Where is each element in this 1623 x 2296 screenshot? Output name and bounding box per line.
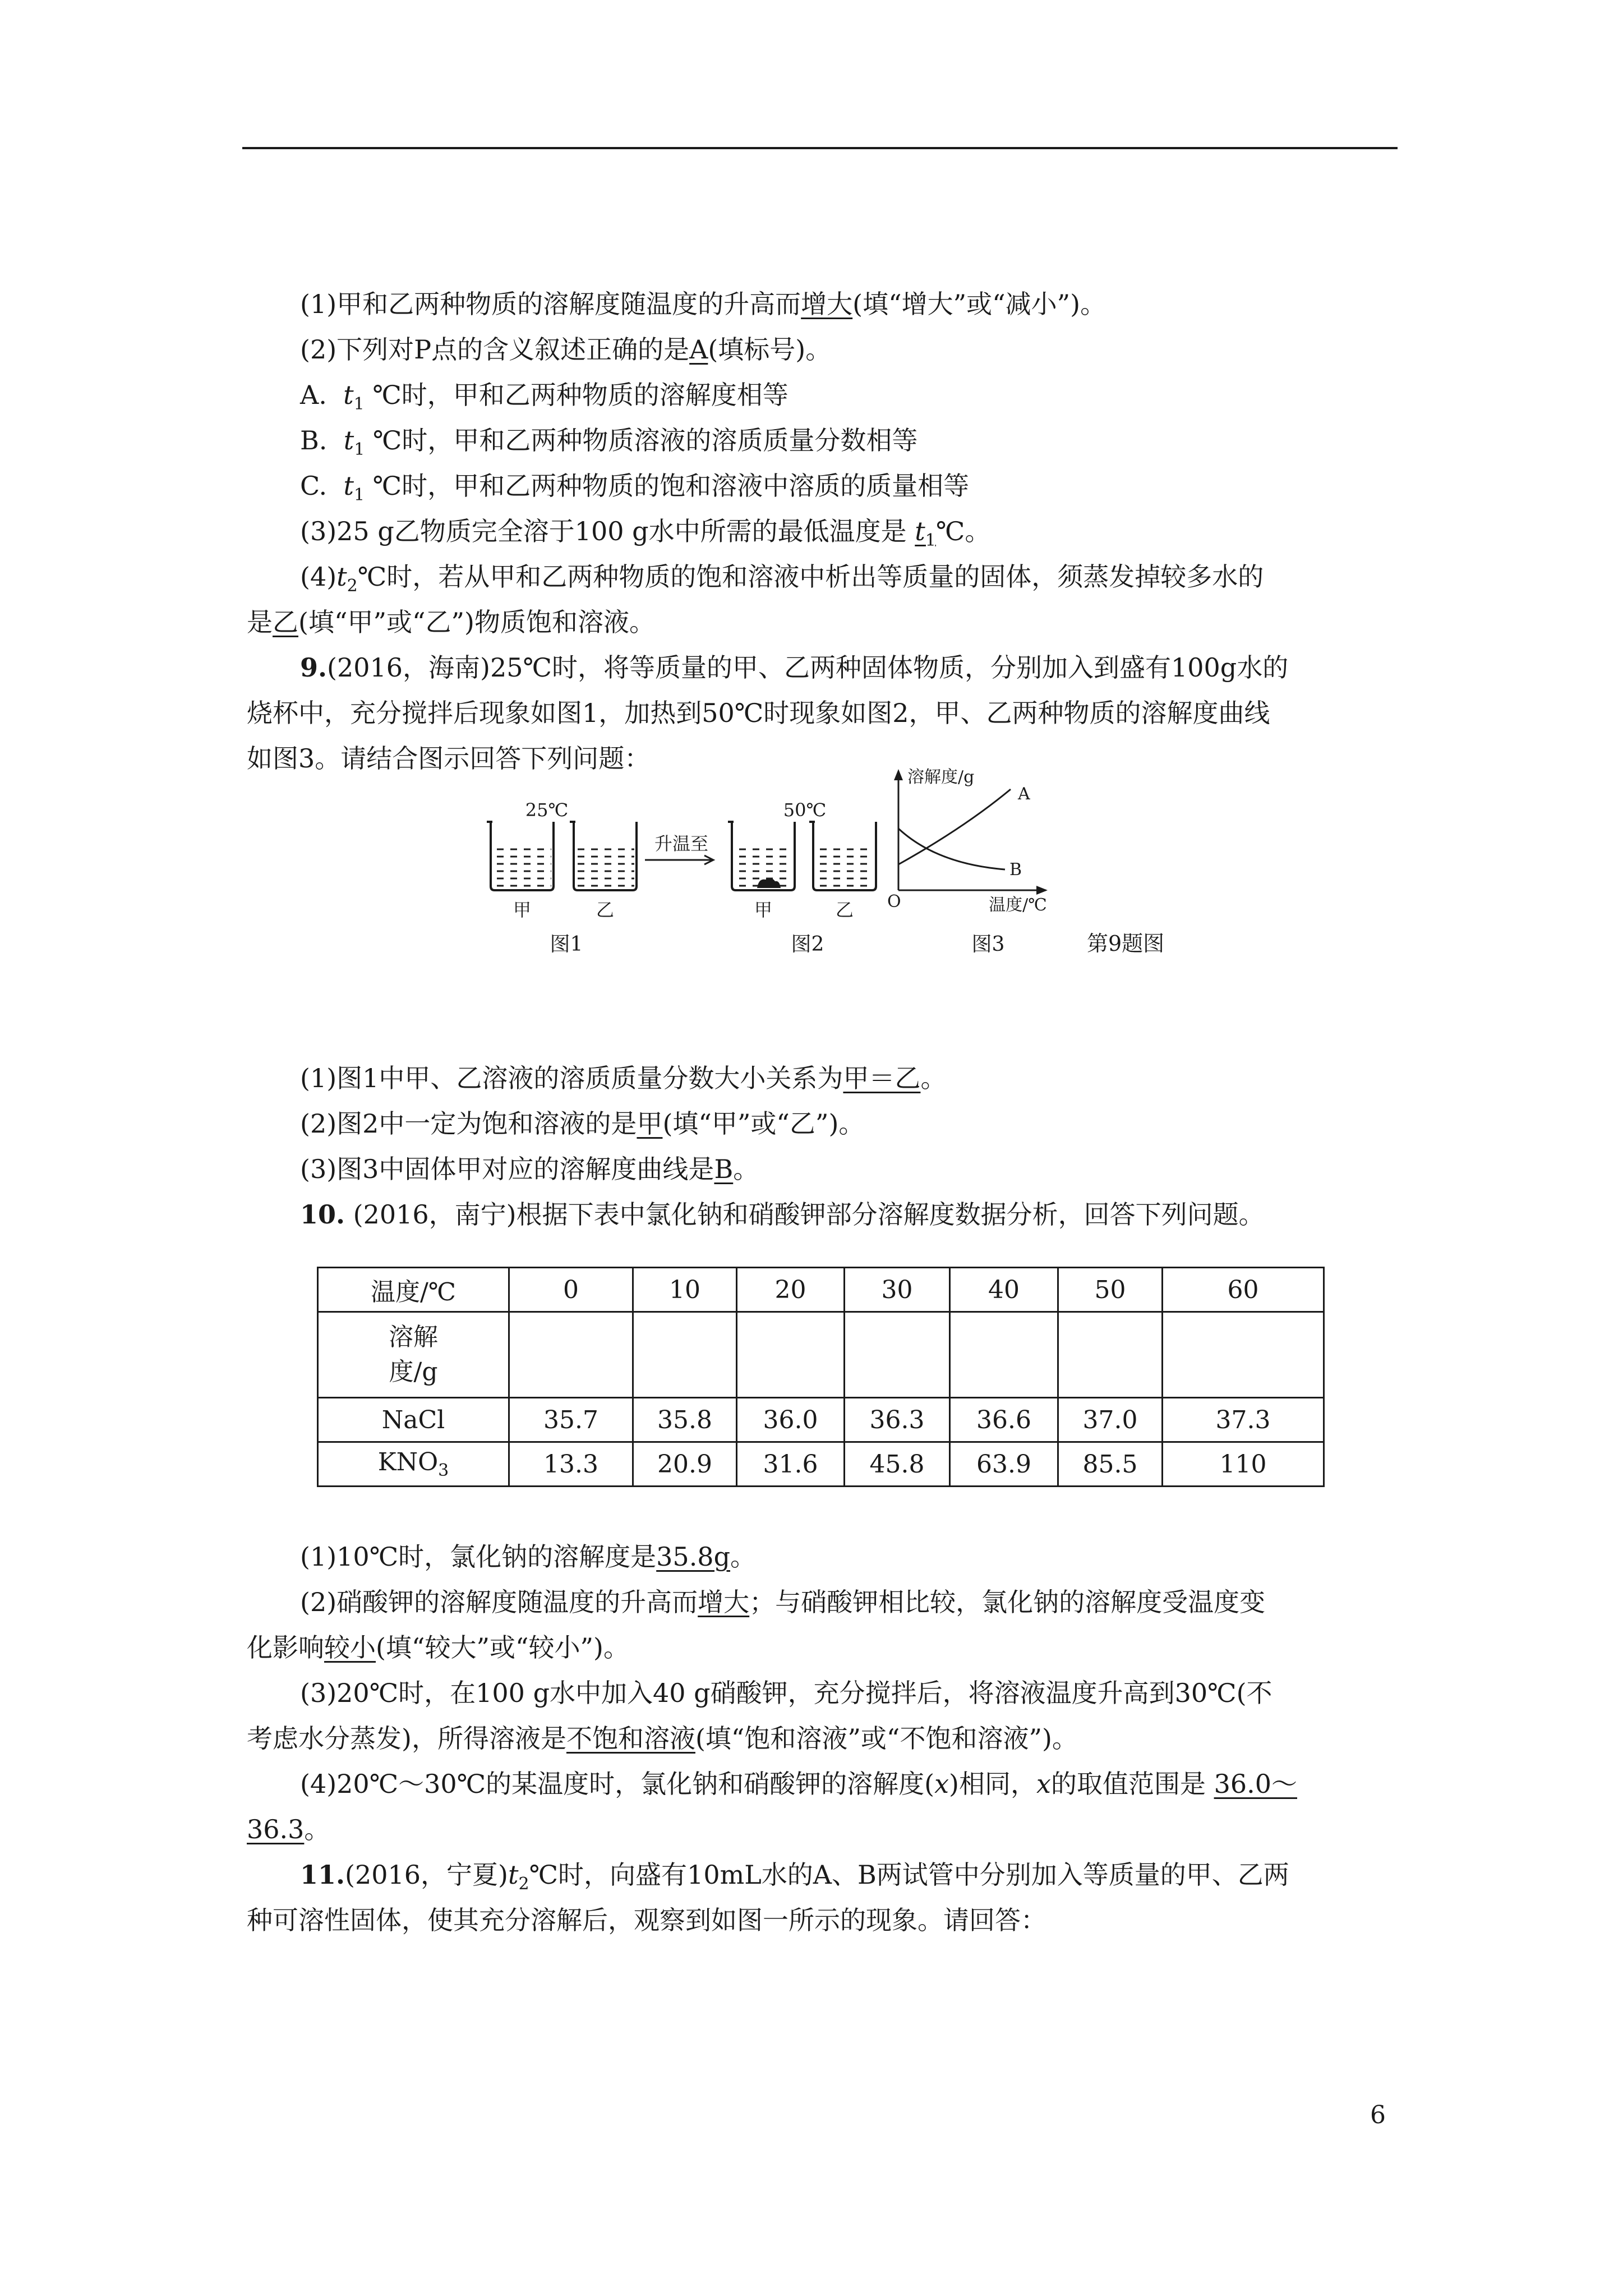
q10-answer-2a: 增大: [698, 1587, 750, 1617]
fig3-xlabel: 温度/℃: [989, 895, 1047, 915]
table-cell: 85.5: [1058, 1442, 1163, 1487]
table-header-label: 温度/℃: [318, 1268, 509, 1312]
q9-stem-line2: 烧杯中，充分搅拌后现象如图1，加热到50℃时现象如图2，甲、乙两种物质的溶解度曲线: [247, 698, 1270, 728]
fig2-beaker-yi: [809, 822, 876, 890]
table-cell: 20: [737, 1268, 845, 1312]
q10-sub4: (4)20℃～30℃的某温度时，氯化钠和硝酸钾的溶解度(x)相同，x的取值范围是 36.0～: [300, 1769, 1297, 1799]
table-cell: 63.9: [950, 1442, 1058, 1487]
table-cell: [950, 1312, 1058, 1398]
fig1-label-yi: 乙: [596, 899, 615, 921]
table-cell: 0: [509, 1268, 633, 1312]
q9-stem-line1: 9.(2016，海南)25℃时，将等质量的甲、乙两种固体物质，分别加入到盛有100g水的: [300, 652, 1289, 683]
q9-answer-2: 甲: [637, 1108, 663, 1139]
q8-answer-1: 增大: [801, 289, 853, 319]
fig1-beaker-yi: [570, 822, 637, 890]
q11-stem-line2: 种可溶性固体，使其充分溶解后，观察到如图一所示的现象。请回答：: [247, 1905, 1046, 1935]
table-cell: [509, 1312, 633, 1398]
q8-sub1: (1)甲和乙两种物质的溶解度随温度的升高而增大(填“增大”或“减小”)。: [300, 289, 1106, 319]
q8-sub2: (2)下列对P点的含义叙述正确的是A(填标号)。: [300, 334, 832, 365]
table-row-nacl: [318, 1398, 1324, 1442]
q10-sub1: (1)10℃时，氯化钠的溶解度是35.8g。: [300, 1542, 757, 1572]
table-cell: [737, 1312, 845, 1398]
table-cell: 13.3: [509, 1442, 633, 1487]
table-cell: 60: [1163, 1268, 1324, 1312]
q10-sub4-cont: 36.3。: [247, 1814, 330, 1844]
q10-sub2: (2)硝酸钾的溶解度随温度的升高而增大；与硝酸钾相比较，氯化钠的溶解度受温度变: [300, 1587, 1266, 1617]
q10-stem: 10. (2016，南宁)根据下表中氯化钠和硝酸钾部分溶解度数据分析，回答下列问题。: [300, 1199, 1265, 1230]
table-cell: 110: [1163, 1442, 1324, 1487]
fig2-caption: 图2: [791, 933, 824, 956]
fig1-beaker-jia: [487, 822, 554, 890]
table-cell: 20.9: [633, 1442, 737, 1487]
q10-answer-1: 35.8g: [656, 1542, 731, 1572]
table-cell: 36.0: [737, 1398, 845, 1442]
fig2-temp-label: 50℃: [783, 799, 827, 821]
table-row-temperature: [318, 1268, 1324, 1312]
q8-sub4-cont: 是乙(填“甲”或“乙”)物质饱和溶液。: [247, 607, 655, 637]
q9-stem-line3: 如图3。请结合图示回答下列问题：: [247, 743, 651, 774]
table-cell: 36.3: [845, 1398, 950, 1442]
q9-sub1: (1)图1中甲、乙溶液的溶质质量分数大小关系为甲＝乙。: [300, 1063, 947, 1093]
q9-answer-1: 甲＝乙: [843, 1063, 921, 1093]
q9-sub2: (2)图2中一定为饱和溶液的是甲(填“甲”或“乙”)。: [300, 1108, 865, 1139]
table-cell: [633, 1312, 737, 1398]
q10-answer-4b: 36.3: [247, 1814, 305, 1844]
fig2-label-jia: 甲: [754, 899, 773, 921]
fig2-beaker-jia: [728, 822, 795, 890]
q10-number: 10.: [300, 1199, 345, 1230]
q9-figure: [482, 766, 1211, 956]
table-cell: 45.8: [845, 1442, 950, 1487]
fig1-caption: 图1: [550, 933, 583, 956]
q11-number: 11.: [300, 1860, 345, 1890]
table-label-nacl: NaCl: [318, 1398, 509, 1442]
heat-arrow-label: 升温至: [654, 833, 709, 854]
q8-answer-3: $t_1$: [915, 516, 936, 551]
fig1-temp-label: 25℃: [525, 799, 569, 821]
curve-b: [898, 829, 1005, 869]
table-row-kno3: [318, 1442, 1324, 1487]
fig2-label-yi: 乙: [835, 899, 854, 921]
fig3-label-a: A: [1018, 784, 1030, 804]
q8-answer-2: A: [689, 334, 708, 365]
q8-option-b: B. $t_1$ ℃时，甲和乙两种物质溶液的溶质质量分数相等: [300, 425, 918, 460]
fig3-label-b: B: [1009, 860, 1022, 880]
fig3-ylabel: 溶解度/g: [907, 767, 975, 787]
table-cell: 35.8: [633, 1398, 737, 1442]
table-cell: 10: [633, 1268, 737, 1312]
q9-number: 9.: [300, 652, 328, 683]
table-cell: 30: [845, 1268, 950, 1312]
q8-option-c: C. $t_1$ ℃时，甲和乙两种物质的饱和溶液中溶质的质量相等: [300, 471, 970, 505]
table-cell: 36.6: [950, 1398, 1058, 1442]
table-row-solubility-label: [318, 1312, 1324, 1398]
solubility-table: [317, 1267, 1325, 1487]
q10-answer-3: 不饱和溶液: [566, 1723, 695, 1754]
table-cell: [1163, 1312, 1324, 1398]
table-cell: 37.0: [1058, 1398, 1163, 1442]
header-rule: [242, 147, 1398, 149]
q9-answer-3: B: [714, 1154, 734, 1184]
q10-answer-2b: 较小: [324, 1632, 376, 1663]
fig1-label-jia: 甲: [513, 899, 532, 921]
table-cell: 35.7: [509, 1398, 633, 1442]
q8-option-a: A. $t_1$ ℃时，甲和乙两种物质的溶解度相等: [300, 380, 789, 415]
q9-figure-caption: 第9题图: [1087, 931, 1165, 956]
table-cell: 31.6: [737, 1442, 845, 1487]
table-cell: 37.3: [1163, 1398, 1324, 1442]
table-solubility-label: 溶解 度/g: [318, 1312, 509, 1398]
table-cell: 40: [950, 1268, 1058, 1312]
q8-sub3: (3)25 g乙物质完全溶于100 g水中所需的最低温度是 $t_1℃$。: [300, 516, 991, 551]
q10-sub3: (3)20℃时，在100 g水中加入40 g硝酸钾，充分搅拌后，将溶液温度升高到30℃(不: [300, 1678, 1272, 1708]
table-cell: 50: [1058, 1268, 1163, 1312]
q10-answer-4a: 36.0～: [1214, 1769, 1297, 1799]
q8-answer-4: 乙: [273, 607, 298, 637]
table-cell: [845, 1312, 950, 1398]
fig3-caption: 图3: [971, 933, 1005, 956]
q9-sub3: (3)图3中固体甲对应的溶解度曲线是B。: [300, 1154, 759, 1184]
curve-a: [898, 789, 1011, 864]
q10-sub2-cont: 化影响较小(填“较大”或“较小”)。: [247, 1632, 629, 1663]
fig3-origin: O: [887, 892, 901, 912]
page-number: 6: [1370, 2101, 1386, 2129]
table-cell: [1058, 1312, 1163, 1398]
q10-sub3-cont: 考虑水分蒸发)，所得溶液是不饱和溶液(填“饱和溶液”或“不饱和溶液”)。: [247, 1723, 1078, 1754]
q8-sub4: $(4)t_2℃$时，若从甲和乙两种物质的饱和溶液中析出等质量的固体，须蒸发掉较多水的: [300, 562, 1264, 596]
q11-stem-line1: 11.(2016，宁夏)$t_2℃$时，向盛有10mL水的A、B两试管中分别加入等质量的甲、乙两: [300, 1860, 1289, 1894]
table-label-kno3: $KNO_3$: [318, 1442, 509, 1487]
